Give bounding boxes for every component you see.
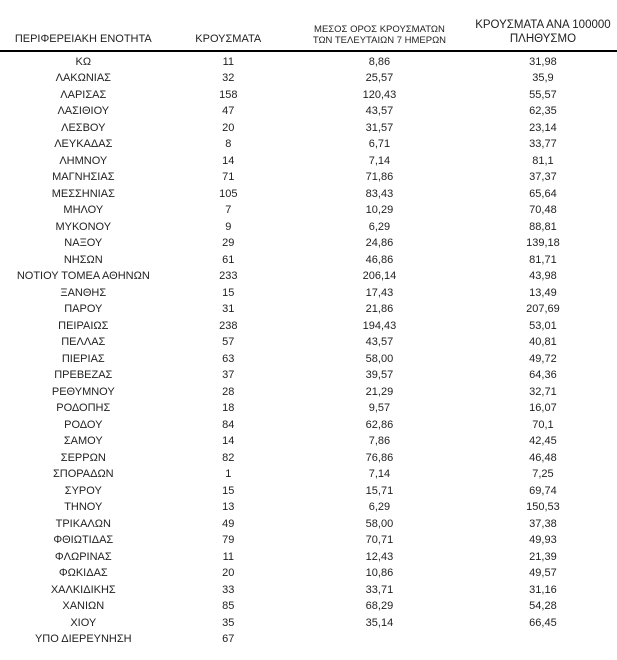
table-row	[0, 334, 617, 351]
cell-per-100k: 16,07	[529, 402, 557, 415]
table-row	[0, 499, 617, 516]
table-row	[0, 51, 617, 71]
table-row	[0, 285, 617, 302]
cell-regional-unit: ΣΥΡΟΥ	[64, 484, 102, 497]
cell-avg-7-days: 70,71	[365, 534, 394, 547]
cell-cases: 20	[222, 121, 235, 134]
table-row	[0, 565, 617, 582]
cell-regional-unit: ΡΟΔΟΠΗΣ	[56, 402, 111, 415]
table-row	[0, 433, 617, 450]
cell-regional-unit: ΤΡΙΚΑΛΩΝ	[55, 517, 111, 530]
cell-regional-unit: ΜΗΛΟΥ	[63, 204, 104, 217]
cell-per-100k: 64,36	[529, 369, 557, 382]
cell-avg-7-days: 24,86	[365, 237, 394, 250]
cell-per-100k: 81,71	[529, 253, 557, 266]
cell-regional-unit: ΠΕΛΛΑΣ	[61, 336, 106, 349]
table-row	[0, 384, 617, 401]
cell-avg-7-days: 6,71	[368, 138, 391, 151]
cell-cases: 158	[219, 88, 238, 101]
cell-avg-7-days: 12,43	[365, 550, 394, 563]
table-row	[0, 516, 617, 533]
column-header-avg-7-days-line2: ΤΩΝ ΤΕΛΕΥΤΑΙΩΝ 7 ΗΜΕΡΩΝ	[312, 35, 447, 47]
cell-avg-7-days: 7,14	[368, 468, 391, 481]
cell-avg-7-days: 76,86	[365, 451, 394, 464]
cell-per-100k: 66,45	[529, 616, 557, 629]
cell-regional-unit: ΝΗΣΩΝ	[63, 253, 103, 266]
cell-avg-7-days: 58,00	[365, 352, 394, 365]
table-row	[0, 367, 617, 384]
cell-per-100k: 37,38	[529, 517, 557, 530]
table-row	[0, 400, 617, 417]
cell-per-100k: 70,48	[529, 204, 557, 217]
cell-per-100k: 49,57	[529, 567, 557, 580]
cell-avg-7-days: 10,29	[365, 204, 394, 217]
cell-regional-unit: ΠΑΡΟΥ	[64, 303, 103, 316]
cell-per-100k: 81,1	[532, 154, 554, 167]
column-header-per-100k-line1: ΚΡΟΥΣΜΑΤΑ ΑΝΑ 100000	[475, 19, 611, 31]
cell-cases: 14	[222, 435, 235, 448]
cell-cases: 15	[222, 286, 235, 299]
cell-cases: 20	[222, 567, 235, 580]
cell-avg-7-days: 31,57	[365, 121, 394, 134]
cell-regional-unit: ΝΑΞΟΥ	[64, 237, 103, 250]
cell-regional-unit: ΛΕΥΚΑΔΑΣ	[54, 138, 113, 151]
cell-avg-7-days: 58,00	[365, 517, 394, 530]
cell-cases: 32	[222, 72, 235, 85]
cell-per-100k: 62,35	[529, 105, 557, 118]
cell-regional-unit: ΡΕΘΥΜΝΟΥ	[51, 385, 115, 398]
cell-avg-7-days: 43,57	[365, 105, 394, 118]
cell-per-100k: 31,16	[529, 583, 557, 596]
table-row	[0, 615, 617, 632]
cell-avg-7-days: 7,86	[368, 435, 391, 448]
cell-avg-7-days: 206,14	[362, 270, 397, 283]
cell-per-100k: 70,1	[532, 418, 554, 431]
cell-cases: 28	[222, 385, 235, 398]
cell-cases: 105	[219, 187, 238, 200]
cell-regional-unit: ΞΑΝΘΗΣ	[60, 286, 107, 299]
table-row	[0, 417, 617, 434]
cell-regional-unit: ΧΑΛΚΙΔΙΚΗΣ	[50, 583, 116, 596]
cell-avg-7-days: 10,86	[365, 567, 394, 580]
cell-cases: 37	[222, 369, 235, 382]
cell-cases: 84	[222, 418, 235, 431]
cell-avg-7-days: 33,71	[365, 583, 394, 596]
cell-regional-unit: ΚΩ	[75, 55, 92, 68]
cell-cases: 9	[225, 220, 232, 233]
regional-cases-table	[0, 19, 617, 648]
cell-avg-7-days: 15,71	[365, 484, 394, 497]
cell-regional-unit: ΣΕΡΡΩΝ	[60, 451, 106, 464]
cell-cases: 35	[222, 616, 235, 629]
column-header-per-100k	[469, 19, 617, 51]
cell-regional-unit: ΧΙΟΥ	[70, 616, 97, 629]
column-header-cases: ΚΡΟΥΣΜΑΤΑ	[167, 19, 290, 51]
cell-avg-7-days: 17,43	[365, 286, 394, 299]
cell-cases: 18	[222, 402, 235, 415]
table-row	[0, 120, 617, 137]
cell-avg-7-days	[290, 631, 469, 648]
cell-cases: 82	[222, 451, 235, 464]
cell-per-100k: 207,69	[526, 303, 560, 316]
cell-cases: 67	[222, 633, 235, 646]
table-row	[0, 351, 617, 368]
cell-cases: 11	[222, 550, 234, 563]
cell-regional-unit: ΦΩΚΙΔΑΣ	[58, 567, 108, 580]
cell-per-100k	[469, 631, 617, 648]
cell-regional-unit: ΦΘΙΩΤΙΔΑΣ	[53, 534, 114, 547]
cell-per-100k: 21,39	[529, 550, 557, 563]
cell-cases: 31	[222, 303, 235, 316]
cell-avg-7-days: 6,29	[368, 501, 391, 514]
cell-per-100k: 13,49	[529, 286, 557, 299]
cell-regional-unit: ΜΥΚΟΝΟΥ	[55, 220, 112, 233]
cell-avg-7-days: 68,29	[365, 600, 394, 613]
cell-cases: 79	[222, 534, 235, 547]
cell-per-100k: 150,53	[526, 501, 560, 514]
column-header-per-100k-line2: ΠΛΗΘΥΣΜΟ	[509, 32, 577, 45]
table-row	[0, 103, 617, 120]
cell-avg-7-days: 43,57	[365, 336, 394, 349]
table-row	[0, 219, 617, 236]
table-row	[0, 186, 617, 203]
table-row	[0, 532, 617, 549]
cell-avg-7-days: 46,86	[365, 253, 394, 266]
cell-per-100k: 46,48	[529, 451, 557, 464]
cell-per-100k: 53,01	[529, 319, 557, 332]
cell-regional-unit: ΠΡΕΒΕΖΑΣ	[54, 369, 113, 382]
table-row	[0, 450, 617, 467]
cell-regional-unit: ΠΕΙΡΑΙΩΣ	[58, 319, 109, 332]
cell-regional-unit: ΛΑΡΙΣΑΣ	[60, 88, 107, 101]
cell-per-100k: 32,71	[529, 385, 557, 398]
cell-avg-7-days: 83,43	[365, 187, 394, 200]
cell-avg-7-days: 7,14	[368, 154, 391, 167]
cell-cases: 233	[219, 270, 238, 283]
cell-cases: 7	[225, 204, 232, 217]
cell-avg-7-days: 21,86	[365, 303, 394, 316]
cell-per-100k: 42,45	[529, 435, 557, 448]
table-row	[0, 598, 617, 615]
cell-avg-7-days: 9,57	[368, 402, 391, 415]
cell-cases: 47	[222, 105, 235, 118]
cell-per-100k: 40,81	[529, 336, 557, 349]
cell-regional-unit: ΠΙΕΡΙΑΣ	[61, 352, 105, 365]
cell-avg-7-days: 6,29	[368, 220, 391, 233]
cell-cases: 61	[222, 253, 235, 266]
cell-cases: 238	[219, 319, 238, 332]
cell-per-100k: 49,72	[529, 352, 557, 365]
cell-per-100k: 43,98	[529, 270, 557, 283]
cell-per-100k: 65,64	[529, 187, 557, 200]
cell-regional-unit: ΛΕΣΒΟΥ	[61, 121, 106, 134]
cell-cases: 11	[222, 55, 234, 68]
cell-avg-7-days: 21,29	[365, 385, 394, 398]
cell-cases: 63	[222, 352, 235, 365]
table-row	[0, 136, 617, 153]
cell-cases: 15	[222, 484, 235, 497]
table-row	[0, 252, 617, 269]
column-header-avg-7-days-line1: ΜΕΣΟΣ ΟΡΟΣ ΚΡΟΥΣΜΑΤΩΝ	[314, 23, 445, 35]
cell-cases: 57	[222, 336, 235, 349]
table-row	[0, 268, 617, 285]
cell-cases: 85	[222, 600, 235, 613]
cell-regional-unit: ΦΛΩΡΙΝΑΣ	[54, 550, 112, 563]
cell-per-100k: 37,37	[529, 171, 557, 184]
cell-per-100k: 69,74	[529, 484, 557, 497]
table-row	[0, 70, 617, 87]
cell-regional-unit: ΣΑΜΟΥ	[63, 435, 103, 448]
table-row	[0, 153, 617, 170]
table-row	[0, 301, 617, 318]
cell-cases: 13	[222, 501, 235, 514]
cell-avg-7-days: 39,57	[365, 369, 394, 382]
cell-avg-7-days: 25,57	[365, 72, 394, 85]
column-header-regional-unit: ΠΕΡΙΦΕΡΕΙΑΚΗ ΕΝΟΤΗΤΑ	[0, 19, 167, 51]
table-row	[0, 549, 617, 566]
cell-per-100k: 23,14	[529, 121, 557, 134]
cell-regional-unit: ΜΑΓΝΗΣΙΑΣ	[52, 171, 115, 184]
cell-avg-7-days: 8,86	[368, 55, 391, 68]
table-body	[0, 51, 617, 648]
cell-regional-unit: ΜΕΣΣΗΝΙΑΣ	[51, 187, 115, 200]
cell-regional-unit: ΧΑΝΙΩΝ	[62, 600, 105, 613]
cell-cases: 33	[222, 583, 235, 596]
table-row	[0, 318, 617, 335]
table-row	[0, 483, 617, 500]
cell-avg-7-days: 120,43	[362, 88, 397, 101]
cell-regional-unit: ΛΑΚΩΝΙΑΣ	[55, 72, 111, 85]
cell-cases: 71	[222, 171, 235, 184]
cell-per-100k: 55,57	[529, 88, 557, 101]
cell-regional-unit: ΥΠΟ ΔΙΕΡΕΥΝΗΣΗ	[34, 633, 132, 646]
cell-per-100k: 88,81	[529, 220, 557, 233]
cell-regional-unit: ΝΟΤΙΟΥ ΤΟΜΕΑ ΑΘΗΝΩΝ	[16, 270, 150, 283]
cell-cases: 29	[222, 237, 235, 250]
cell-cases: 8	[225, 138, 232, 151]
cell-per-100k: 31,98	[529, 55, 557, 68]
cell-per-100k: 139,18	[526, 237, 560, 250]
cell-regional-unit: ΛΑΣΙΘΙΟΥ	[57, 105, 110, 118]
cell-per-100k: 33,77	[529, 138, 557, 151]
cell-regional-unit: ΤΗΝΟΥ	[64, 501, 103, 514]
cell-regional-unit: ΡΟΔΟΥ	[64, 418, 103, 431]
table-row	[0, 235, 617, 252]
table-row	[0, 631, 617, 648]
cell-avg-7-days: 194,43	[362, 319, 397, 332]
table-row	[0, 202, 617, 219]
cell-regional-unit: ΛΗΜΝΟΥ	[59, 154, 108, 167]
cell-cases: 14	[222, 154, 235, 167]
header-row	[0, 19, 617, 51]
table-row	[0, 169, 617, 186]
cell-avg-7-days: 62,86	[365, 418, 394, 431]
cell-avg-7-days: 71,86	[365, 171, 394, 184]
table-row	[0, 466, 617, 483]
table-row	[0, 582, 617, 599]
cell-regional-unit: ΣΠΟΡΑΔΩΝ	[52, 468, 114, 481]
cell-per-100k: 54,28	[529, 600, 557, 613]
cell-cases: 1	[225, 468, 232, 481]
cell-per-100k: 49,93	[529, 534, 557, 547]
cell-per-100k: 7,25	[532, 468, 554, 481]
table-row	[0, 87, 617, 104]
cell-cases: 49	[222, 517, 235, 530]
cell-avg-7-days: 35,14	[365, 616, 394, 629]
column-header-avg-7-days	[290, 19, 469, 51]
cell-per-100k: 35,9	[532, 72, 554, 85]
